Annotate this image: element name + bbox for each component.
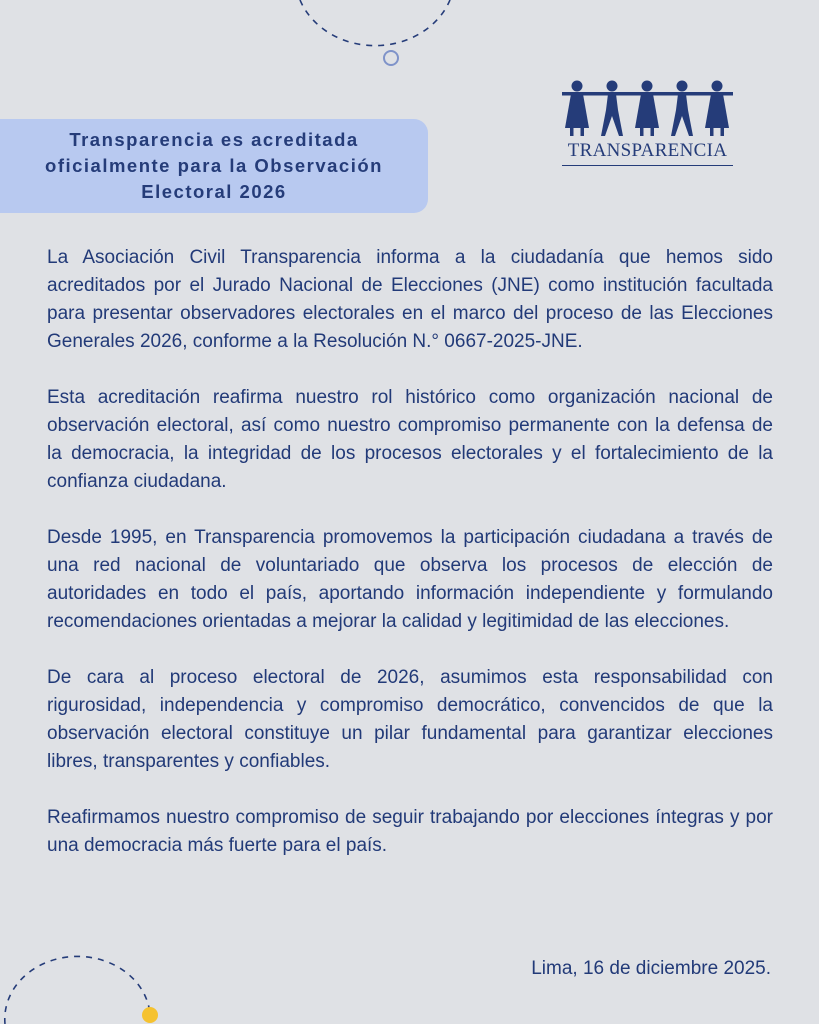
top-dashed-arc-decoration (0, 0, 819, 80)
title-line-3: Electoral 2026 (141, 181, 287, 202)
title-banner (0, 119, 428, 213)
paragraph-3: Desde 1995, en Transparencia promovemos la participación ciudadana a través de una red nacional de voluntariado que observa los procesos de elección de autoridades en todo el país, aportando información independiente y formulando recomendaciones orientadas a mejorar la calidad y legitimidad de las elecciones. (47, 527, 773, 632)
paragraph-1: La Asociación Civil Transparencia informa a la ciudadanía que hemos sido acreditados por el Jurado Nacional de Elecciones (JNE) como institución facultada para presentar observadores electorales en el marco del proceso de las Elecciones Generales 2026, conforme a la Resolución N.° 0667-2025-JNE. (47, 247, 773, 352)
page-title (14, 127, 414, 205)
place-date-signoff: Lima, 16 de diciembre 2025. (531, 958, 771, 979)
transparencia-logo (560, 80, 735, 170)
title-line-2: oficialmente para la Observación (45, 155, 383, 176)
paragraph-5: Reafirmamos nuestro compromiso de seguir trabajando por elecciones íntegras y por una democracia más fuerte para el país. (47, 807, 773, 856)
top-arc-ring-dot (384, 51, 398, 65)
announcement-body (47, 244, 773, 888)
title-line-1: Transparencia es acreditada (69, 129, 359, 150)
bottom-dashed-arc-decoration (0, 940, 200, 1024)
logo-figures-icon (560, 80, 735, 138)
paragraph-2: Esta acreditación reafirma nuestro rol histórico como organización nacional de observación electoral, así como nuestro compromiso permanente con la defensa de la democracia, la integridad de los procesos electorales y el fortalecimiento de la confianza ciudadana. (47, 387, 773, 492)
logo-wordmark: TRANSPARENCIA (567, 140, 728, 161)
bottom-arc-yellow-dot (142, 1007, 158, 1023)
paragraph-4: De cara al proceso electoral de 2026, asumimos esta responsabilidad con rigurosidad, independencia y compromiso democrático, convencidos de que la observación electoral constituye un pilar fundamental para garantizar elecciones libres, transparentes y confiables. (47, 667, 773, 772)
logo-underline (562, 165, 733, 166)
